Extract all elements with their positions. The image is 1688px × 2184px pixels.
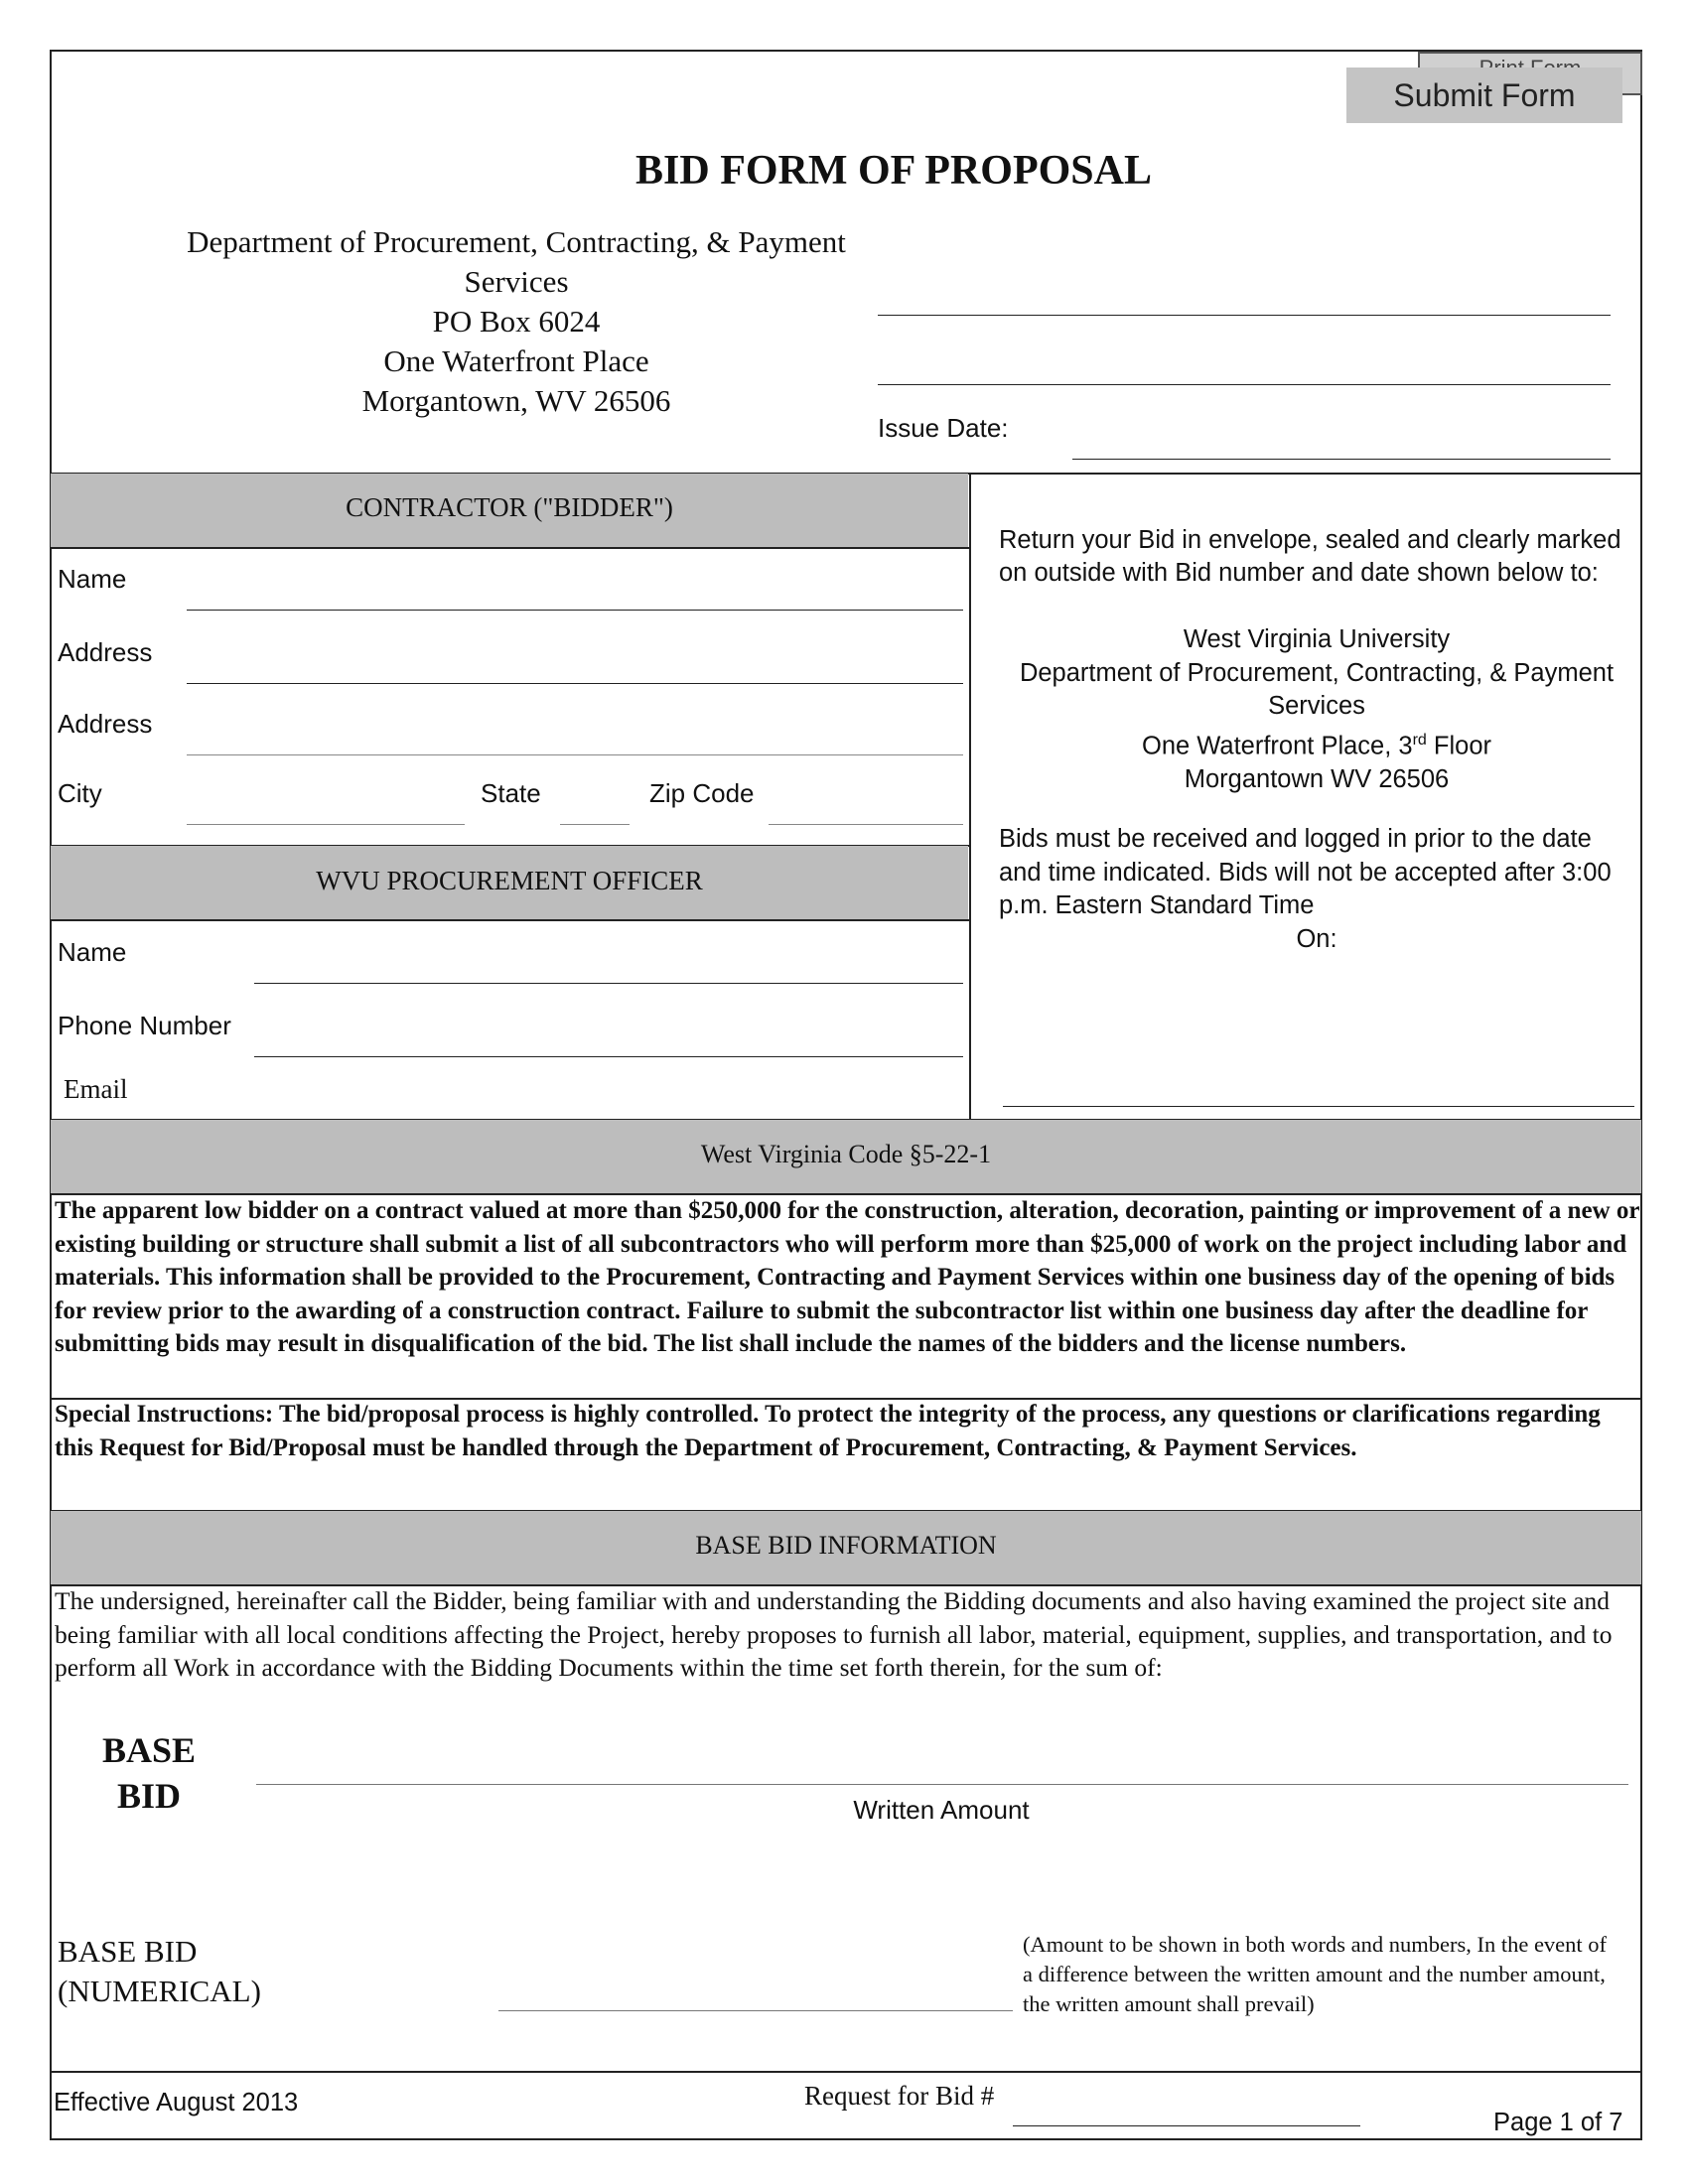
written-amount-field[interactable]: [256, 1784, 1628, 1785]
issue-date-field[interactable]: [1072, 459, 1611, 460]
contractor-name-label: Name: [58, 564, 127, 594]
floor-text-end: Floor: [1426, 732, 1491, 759]
on-label: On:: [1296, 924, 1337, 953]
written-amount-label: Written Amount: [853, 1795, 1030, 1825]
deadline-line: p.m. Eastern Standard Time: [999, 891, 1315, 919]
return-address-line: Services: [1268, 692, 1365, 720]
deadline-line: and time indicated. Bids will not be accepted after 3:00: [999, 858, 1612, 887]
base-bid-numerical-label: [58, 1932, 375, 2011]
city-label: City: [58, 778, 102, 808]
phone-number-label: Phone Number: [58, 1011, 231, 1040]
numerical-label-line: BASE BID: [58, 1934, 198, 1969]
address-line: Services: [464, 264, 569, 299]
return-address-line: Department of Procurement, Contracting, & Payment: [1019, 658, 1615, 687]
header-address: [139, 222, 894, 421]
state-field[interactable]: [560, 824, 630, 825]
base-bid-label: [60, 1727, 238, 1819]
contractor-address-label: Address: [58, 637, 153, 667]
return-address-line: Morgantown WV 26506: [1184, 764, 1450, 793]
address-line: Morgantown, WV 26506: [361, 383, 671, 418]
header-field-line-1[interactable]: [878, 315, 1611, 316]
return-instructions: [999, 524, 1634, 590]
code-heading: West Virginia Code §5-22-1: [700, 1140, 992, 1168]
page-number: Page 1 of 7: [1493, 2109, 1623, 2136]
amount-note: (Amount to be shown in both words and numbers, In the event of a difference between the written amount and the number amount, the written amount shall prevail): [1023, 1932, 1608, 2016]
city-field[interactable]: [187, 824, 465, 825]
base-bid-label-line: BID: [116, 1776, 182, 1816]
bid-date-field[interactable]: [1003, 1106, 1634, 1107]
request-for-bid-field[interactable]: [1013, 2125, 1360, 2126]
contractor-address-field-2[interactable]: [187, 754, 963, 755]
email-label: Email: [64, 1074, 128, 1104]
return-line: Return your Bid in envelope, sealed and clearly marked: [999, 526, 1621, 554]
numerical-amount-field[interactable]: [498, 2010, 1013, 2011]
address-line: PO Box 6024: [432, 304, 601, 339]
contractor-address-label-2: Address: [58, 709, 153, 739]
address-line: One Waterfront Place: [383, 343, 649, 378]
section-divider: [50, 2071, 1642, 2073]
contractor-heading: CONTRACTOR ("BIDDER"): [346, 492, 673, 522]
submit-form-button[interactable]: Submit Form: [1346, 68, 1622, 123]
special-instructions-text: Special Instructions: The bid/proposal process is highly controlled. To protect the integrity of the process, any questions or clarifications regarding this Request for Bid/Proposal must be handled through the Department of Procurement, Contracting, & Payment Services.: [55, 1401, 1601, 1461]
officer-name-field[interactable]: [254, 983, 963, 984]
return-line: on outside with Bid number and date shown below to:: [999, 559, 1599, 587]
contractor-address-field[interactable]: [187, 683, 963, 684]
deadline-line: Bids must be received and logged in prior to the date: [999, 825, 1592, 853]
base-bid-heading: BASE BID INFORMATION: [695, 1531, 997, 1560]
section-divider: [50, 919, 969, 921]
code-text: The apparent low bidder on a contract valued at more than $250,000 for the construction, alteration, decoration, painting or improvement of a new or existing building or structure shall submit a list of all subcontractors who will perform more than $25,000 of work on the project including labor and materials. This information shall be provided to the Procurement, Contracting and Payment Services within one business day of the opening of bids for review prior to the awarding of a construction contract. Failure to submit the subcontractor list within one business day after the deadline for submitting bids may result in disqualification of the bid. The list shall include the names of the bidders and the license numbers.: [55, 1197, 1640, 1358]
issue-date-label: Issue Date:: [878, 413, 1009, 443]
base-bid-label-line: BASE: [101, 1730, 197, 1770]
header-field-line-2[interactable]: [878, 384, 1611, 385]
zip-code-field[interactable]: [769, 824, 963, 825]
request-for-bid-label: Request for Bid #: [804, 2081, 995, 2111]
deadline-instructions: [999, 823, 1638, 956]
officer-name-label: Name: [58, 937, 127, 967]
return-address-line: [999, 724, 1634, 763]
return-address-line: West Virginia University: [1183, 625, 1451, 653]
return-address: [999, 623, 1634, 796]
state-label: State: [481, 778, 541, 808]
officer-heading: WVU PROCUREMENT OFFICER: [316, 866, 703, 895]
phone-number-field[interactable]: [254, 1056, 963, 1057]
floor-suffix: rd: [1412, 731, 1427, 749]
numerical-label-line: (NUMERICAL): [58, 1974, 261, 2008]
section-divider: [50, 547, 969, 549]
zip-code-label: Zip Code: [649, 778, 755, 808]
page-title: BID FORM OF PROPOSAL: [635, 148, 1152, 194]
floor-text: One Waterfront Place, 3: [1141, 732, 1413, 759]
column-divider: [969, 473, 971, 1120]
base-bid-text: The undersigned, hereinafter call the Bidder, being familiar with and understanding the Bidding documents and also having examined the project site and being familiar with all local conditions affecting the Project, hereby proposes to furnish all labor, material, equipment, supplies, and transportation, and to perform all Work in accordance with the Bidding Documents within the time set forth therein, for the sum of:: [55, 1586, 1613, 1682]
address-line: Department of Procurement, Contracting, & Payment: [187, 224, 846, 259]
effective-date: Effective August 2013: [54, 2089, 299, 2116]
contractor-name-field[interactable]: [187, 610, 963, 611]
